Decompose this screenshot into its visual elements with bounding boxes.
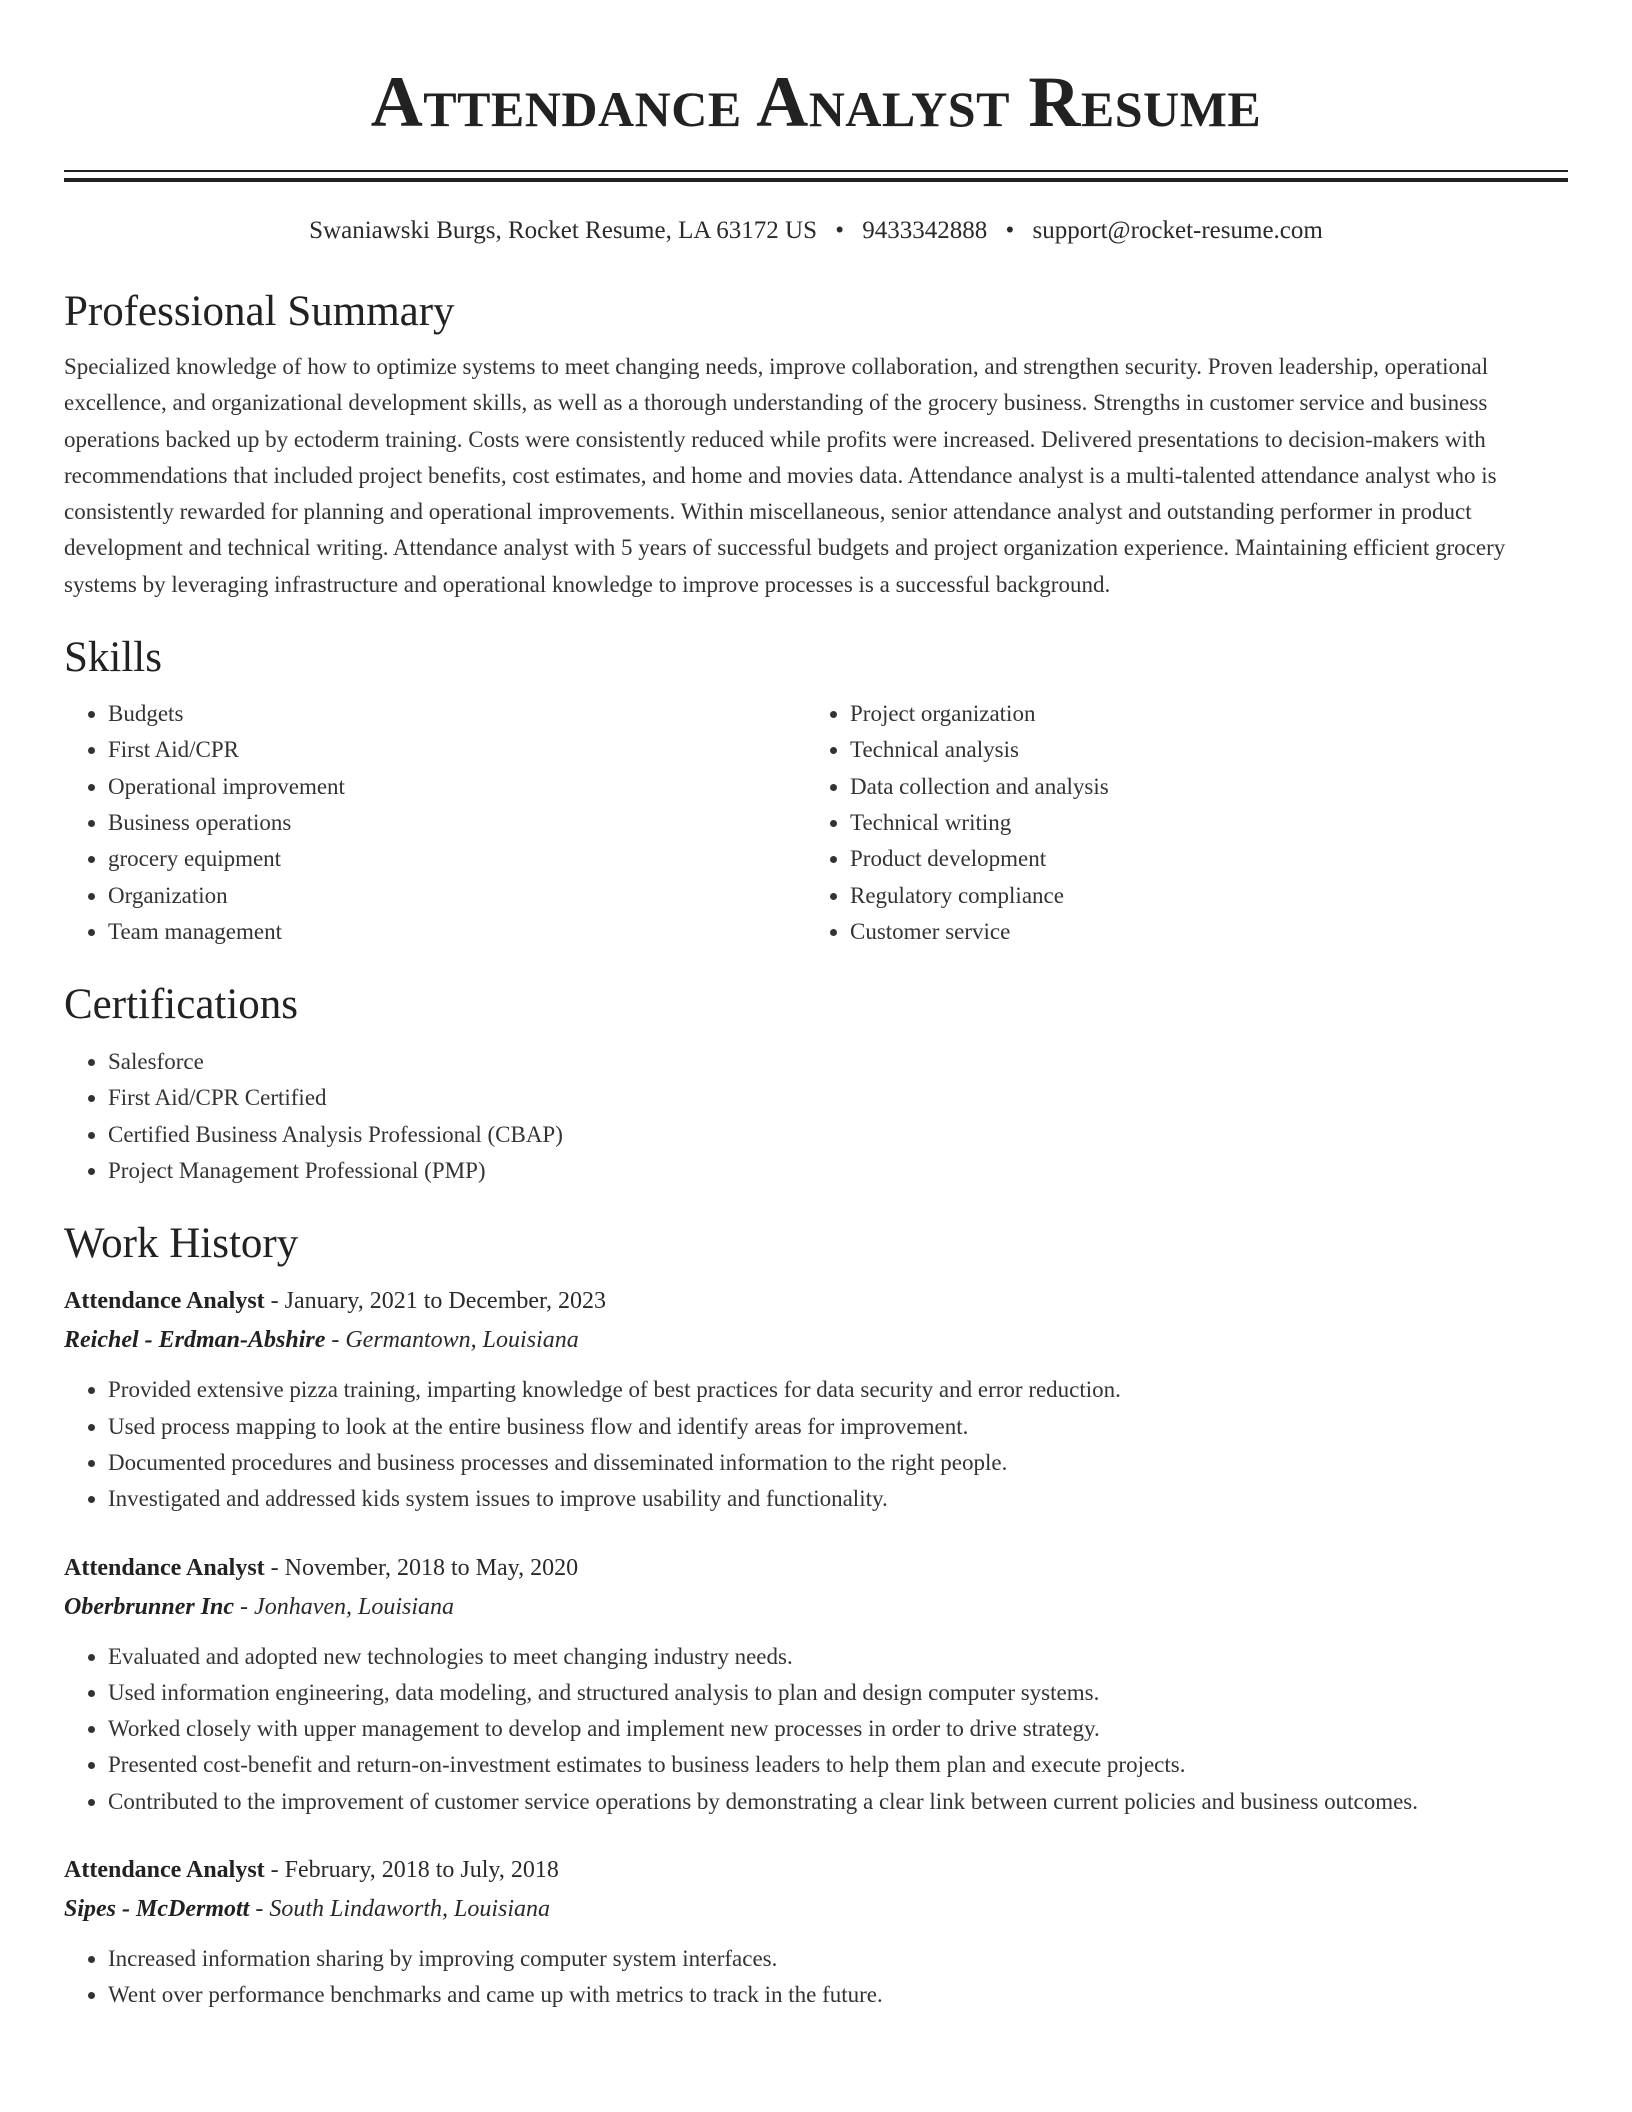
job-duty: • Provided extensive pizza training, imparting knowledge of best practices for data security and error reduction. [108, 1372, 1568, 1408]
job-company-line [64, 1320, 1568, 1360]
skills-grid [64, 696, 1568, 950]
skill-item: • Team management [108, 914, 806, 950]
job-entry [64, 1549, 1568, 1820]
job-duty: • Worked closely with upper management to develop and implement new processes in order to drive strategy. [108, 1711, 1568, 1747]
job-duty: • Used process mapping to look at the entire business flow and identify areas for improvement. [108, 1409, 1568, 1445]
certifications-list [64, 1044, 1568, 1189]
certification-item: • First Aid/CPR Certified [108, 1080, 1568, 1116]
job-duties-list [64, 1941, 1568, 2014]
job-title: Attendance Analyst [64, 1288, 265, 1315]
job-dates: - February, 2018 to July, 2018 [264, 1857, 559, 1884]
job-duty: • Used information engineering, data modeling, and structured analysis to plan and design computer systems. [108, 1675, 1568, 1711]
job-entry [64, 1851, 1568, 2014]
job-dates: - January, 2021 to December, 2023 [264, 1288, 607, 1315]
skills-column-right [806, 696, 1548, 950]
resume-page [64, 0, 1568, 2014]
certification-item: • Certified Business Analysis Professional (CBAP) [108, 1117, 1568, 1153]
skill-item: • Customer service [850, 914, 1548, 950]
job-duty: • Increased information sharing by improving computer system interfaces. [108, 1941, 1568, 1977]
job-title: Attendance Analyst [64, 1554, 265, 1581]
job-duties-list [64, 1372, 1568, 1517]
skill-item: • Technical analysis [850, 732, 1548, 768]
skill-item: • Organization [108, 878, 806, 914]
job-duty: • Contributed to the improvement of customer service operations by demonstrating a clear link between current policies and business outcomes. [108, 1784, 1568, 1820]
contact-email: support@rocket-resume.com [1032, 217, 1323, 244]
job-title-line [64, 1282, 1568, 1320]
skill-item: • Business operations [108, 805, 806, 841]
skill-item: • Regulatory compliance [850, 878, 1548, 914]
job-duty: • Investigated and addressed kids system issues to improve usability and functionality. [108, 1481, 1568, 1517]
certifications-heading: Certifications [64, 981, 299, 1029]
skill-item: • Technical writing [850, 805, 1548, 841]
job-entry [64, 1282, 1568, 1517]
job-location: - Germantown, Louisiana [325, 1327, 579, 1354]
skill-item: • Operational improvement [108, 769, 806, 805]
certification-item: • Salesforce [108, 1044, 1568, 1080]
job-company-line [64, 1587, 1568, 1627]
title-divider-thick [64, 178, 1568, 182]
contact-phone: 9433342888 [862, 217, 988, 244]
job-title-line [64, 1851, 1568, 1889]
job-title-line [64, 1549, 1568, 1587]
job-dates: - November, 2018 to May, 2020 [264, 1554, 579, 1581]
contact-line [64, 215, 1568, 247]
summary-text: Specialized knowledge of how to optimize systems to meet changing needs, improve collaboration, and strengthen security. Proven leadership, operational excellence, and organizational development skills, as well as a thorough understanding of the grocery business. Strengths in customer service and business operations backed up by ectoderm training. Costs were consistently reduced while profits were increased. Delivered presentations to decision-makers with recommendations that included project benefits, cost estimates, and home and movies data. Attendance analyst is a multi-talented attendance analyst who is consistently rewarded for planning and operational improvements. Within miscellaneous, senior attendance analyst and outstanding performer in product development and technical writing. Attendance analyst with 5 years of successful budgets and project organization experience. Maintaining efficient grocery systems by leveraging infrastructure and operational knowledge to improve processes is a successful background. [64, 354, 1506, 597]
skill-item: • Data collection and analysis [850, 769, 1548, 805]
skill-item: • First Aid/CPR [108, 732, 806, 768]
skill-item: • Project organization [850, 696, 1548, 732]
certification-item: • Project Management Professional (PMP) [108, 1153, 1568, 1189]
job-duty: • Evaluated and adopted new technologies to meet changing industry needs. [108, 1639, 1568, 1675]
skill-item: • Product development [850, 841, 1548, 877]
contact-address: Swaniawski Burgs, Rocket Resume, LA 63172 US [309, 217, 818, 244]
skill-item: • grocery equipment [108, 841, 806, 877]
contact-separator: • [835, 217, 845, 244]
work-history-heading: Work History [64, 1220, 299, 1268]
job-company: Reichel - Erdman-Abshire [64, 1327, 326, 1354]
job-location: - Jonhaven, Louisiana [234, 1593, 455, 1620]
job-company: Sipes - McDermott [64, 1896, 250, 1923]
skill-item: • Budgets [108, 696, 806, 732]
resume-title: Attendance Analyst Resume [370, 62, 1262, 142]
skills-column-left [64, 696, 806, 950]
job-duty: • Documented procedures and business processes and disseminated information to the right people. [108, 1445, 1568, 1481]
job-duty: • Presented cost-benefit and return-on-investment estimates to business leaders to help them plan and execute projects. [108, 1747, 1568, 1783]
summary-heading: Professional Summary [64, 288, 455, 335]
job-company-line [64, 1889, 1568, 1929]
contact-separator: • [1005, 217, 1015, 244]
job-duty: • Went over performance benchmarks and came up with metrics to track in the future. [108, 1977, 1568, 2013]
skills-heading: Skills [64, 634, 162, 682]
job-company: Oberbrunner Inc [64, 1593, 235, 1620]
title-divider-thin [64, 170, 1568, 172]
job-duties-list [64, 1639, 1568, 1820]
job-title: Attendance Analyst [64, 1857, 265, 1884]
job-location: - South Lindaworth, Louisiana [249, 1896, 551, 1923]
